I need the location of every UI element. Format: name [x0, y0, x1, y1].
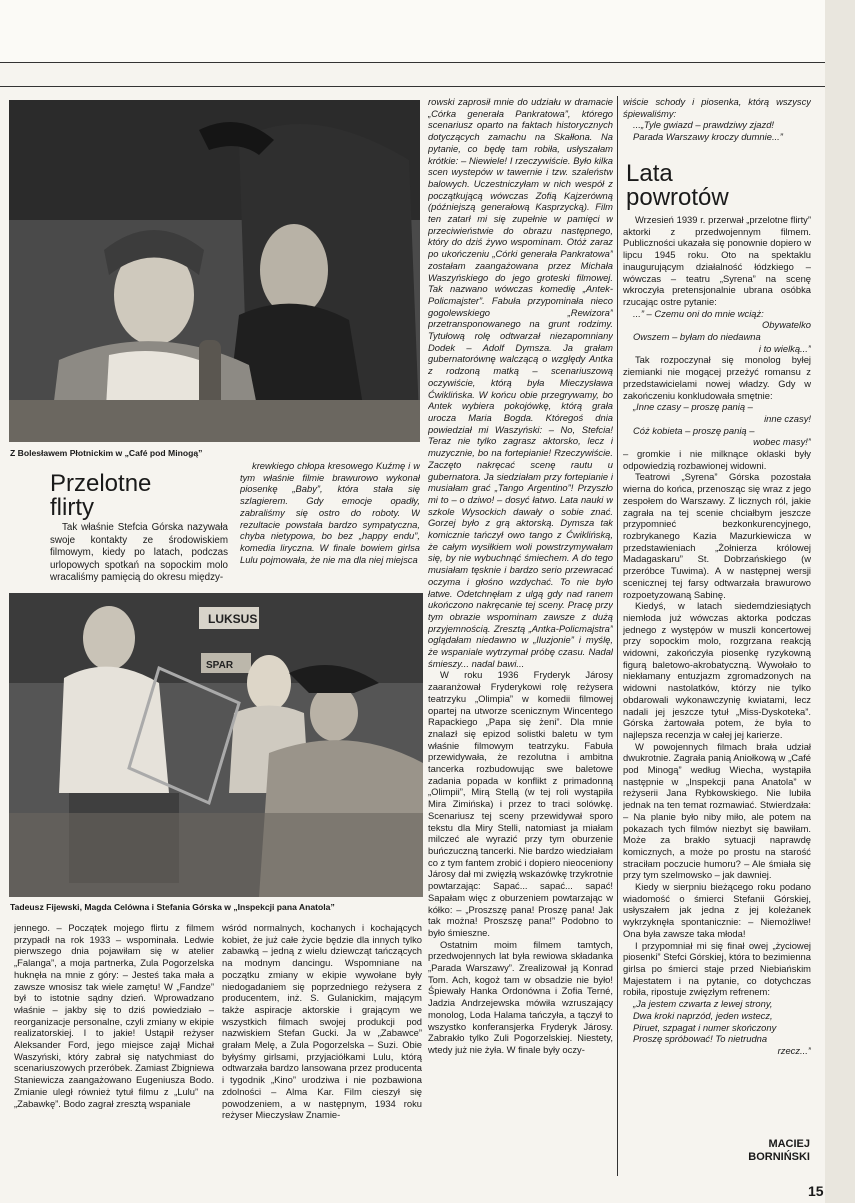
column-rule-1 [617, 96, 618, 1176]
col-far-p7: Kiedy w sierpniu bieżącego roku podano wiadomość o śmierci Stefanii Górskiej, usłyszałem jak jedna z jej koleżanek wykrzyknęła spontanicznie: – Niemożliwe! Ona była zawsze taka młoda! [623, 881, 811, 939]
verse2-line4: i to wielką...” [758, 342, 811, 354]
page-edge [825, 0, 855, 1203]
verse3-line3: Cóż kobieta – proszę panią – [633, 424, 755, 436]
author-first-name: MACIEJ [768, 1138, 810, 1150]
section1-lead-text: Tak właśnie Stefcia Górska nazywała swoje kontakty ze środowiskiem filmowym, kiedy po latach, podczas urlopowych spotkań na sopockim molo wracaliśmy pamięcią do okresu między- [50, 522, 228, 584]
verse3-line4: wobec masy!” [753, 436, 811, 448]
col-far-p6: W powojennych filmach brała udział dwukrotnie. Zagrała panią Aniołkową w „Café pod Minogą” według Wiecha, wystąpiła następnie w „Inspekcji pana Anatola” w reżyserii Jana Rybkowskiego. Nie lubiła jednak na ten temat rozmawiać. Stwierdzała: – Na planie było niby miło, ale potem na pokazach tych filmów niezbyt się bawiłam. Może za brakło sytuacji naprawdę komicznych, a może po prostu na starość straciłam poczucie humoru? – Ale śmiała się przy tym szelmowsko – jak dawniej. [623, 740, 811, 881]
col-far-p1: Wrzesień 1939 r. przerwał „przelotne flirty” aktorki z przedwojennym filmem. Publiczności ukazała się ponownie dopiero w lipcu 1945 roku. Oto na spektaklu inaugurującym działalność łódzkiego – wówczas – teatru „Syrena” na scenę wkroczyła pretensjonalnie ubrana osóbka rzucając ostre pytanie: [623, 214, 811, 307]
bottom-col-2-text: wśród normalnych, kochanych i kochających kobiet, że już całe życie będzie dla innych tylko zabawką – jedną z wielu dziewcząt tańczących na modnym dancingu. Wspomniane na początku zmiany w ekipie wywołane były niedogadaniem się poprzedniego reżysera z producentem, inż. S. Gulanickim, mającym także aspiracje aktorskie i grającym we wszystkich filmach swojej produkcji pod nazwiskiem Stefan Gucki. Ja w „Zabawce” grałam Melę, a Zula Pogorzelska – Suzi. Obie byłyśmy girlsami, przyjaciółkami Lulu, którą odtwarzała bardzo lansowana przez producenta i tygodnik „Kino” urodziwa i nie pozbawiona zdolności – Alma Kar. Film cieszył się powodzeniem, a w następnym, 1934 roku reżyser Mieczysław Znamie- [222, 922, 422, 1121]
photo2-sign-luksus: LUKSUS [208, 612, 258, 626]
bottom-col-1 [14, 922, 214, 1174]
photo1-caption: Z Bolesławem Płotnickim w „Café pod Minogą” [10, 448, 203, 458]
header-rule [0, 86, 826, 87]
verse4-line1: „Ja jestem czwarta z lewej strony, [633, 998, 773, 1010]
verse2-line2: Obywatelko [762, 319, 811, 331]
col-far-p2: Tak rozpoczynał się monolog byłej ziemianki nie mogącej przeżyć romansu z przedstawicielami nowej władzy. Gdy w zakończeniu konkludowała smętnie: [623, 354, 811, 401]
verse1-line1: ...„Tyle gwiazd – prawdziwy zjazd! [633, 119, 775, 131]
photo2-sign-spar: SPAR [206, 660, 234, 671]
col-far-top-text: wiście schody i piosenka, którą wszyscy śpiewaliśmy: [623, 96, 811, 119]
col-far-right-top [623, 96, 811, 152]
verse1-line2: Parada Warszawy kroczy dumnie...” [633, 131, 783, 143]
col-far-p5: Kiedyś, w latach siedemdziesiątych niemłoda już wówczas aktorka podczas jednego z występów w muszli koncertowej przy sopockim molo, rozgrzana reakcją widowni, zakończyła piosenkę ryzykowną figurą baletowo-akrobatyczną. Wywołało to niekłamany entuzjazm zgromadzonych na widowni nastolatków, którzy nie tylko obdarowali wykonawczynię kwiatami, lecz nadali jej jeszcze tytuł „Miss-Dyskoteka”. Górska żartowała potem, że była to najlepsza recenzja w całej jej karierze. [623, 600, 811, 740]
col-far-p4: Teatrowi „Syrena” Górska pozostała wierna do końca, przenosząc się wraz z jego zespołem do Warszawy. Z licznych ról, jakie zagrała na tej scenie chciałbym jeszcze przypomnieć bezkonkurencyjnego, rozbrykanego Kazia Mazurkiewicza w przedstawieniach „Żołnierza królowej Madagaskaru” St. Dobrzańskiego (w przeróbce Tuwima). A w następnej wersji scenicznej tej farsy odtwarzała brawurowo rozpoetyzowaną Sabinę. [623, 471, 811, 600]
col-far-right [623, 214, 811, 1134]
section2-title [626, 162, 729, 210]
section1-title-line1: Przelotne [50, 470, 152, 497]
photo-inspekcja-pana-anatola [9, 593, 423, 897]
page-number: 15 [808, 1183, 824, 1199]
col-far-p3: – gromkie i nie milknące oklaski były odpowiedzią rozbawionej widowni. [623, 448, 811, 471]
photo2-caption: Tadeusz Fijewski, Magda Celówna i Stefania Górska w „Inspekcji pana Anatola” [10, 902, 335, 912]
section1-title-line2: flirty [50, 494, 94, 521]
bottom-col-2 [222, 922, 422, 1174]
section2-title-line1: Lata [626, 160, 673, 187]
author-byline [700, 1138, 810, 1164]
section2-title-line2: powrotów [626, 184, 729, 211]
verse4-line5: rzecz...” [777, 1044, 811, 1056]
photo-cafe-pod-minoga [9, 100, 420, 442]
col-far-p8: I przypomniał mi się finał owej „życiowej piosenki” Stefci Górskiej, która to bezimienna girlsa po śmierci staje przed Niebiańskim Majestatem i na pytanie, co dotychczas robiła, ripostuje zwięzłym refrenem: [623, 939, 811, 998]
col-right-para2-text: W roku 1936 Fryderyk Járosy zaaranżował Fryderykowi rolę reżysera teatrzyku „Olimpia” w komedii filmowej opartej na utworze scenicznym Wincentego Rapackiego „Papa się żeni”. Dla mnie znalazł się epizod solistki baletu w tym właśnie filmowym teatrzyku. Fabuła przewidywała, że rezolutna i ambitna tancerka rozbudowując swe baletowe zadania popada w konflikt z primadonną „Olimpii”, Mirą Stellą (w tej roli wystąpiła Mira Zimińska) i przez to traci solówkę. Scenariusz tej sceny przewidywał sporo tekstu dla Miry Stelli, natomiast ja miałam milczeć ale wyrazić przy tym oburzenie buńczuczną tancerki. Nie bardzo wiedziałam co z tym fantem zrobić i dopiero nieoceniony Járosy dał mi zwięzłą wskazówkę trzykrotnie powtarzając: Sapać... sapać... sapać! Sapałam więc z oburzeniem powtarzając w kółko: – „Proszszę pana! Proszę pana! Jak tak można! Proszszę pana!” Podobno to było śmieszne. [428, 669, 613, 938]
col-right-para3-text: Ostatnim moim filmem tamtych, przedwojennych lat była rewiowa składanka „Parada Warszawy”. Zrealizował ją Konrad Tom. Ach, kogoż tam w obsadzie nie było! Śpiewały Hanka Ordonówna i Zofia Terné, Jadzia Andrzejewska mówiła wzruszający monolog, Loda Halama tańczyła, a tączył to wszystko konferansjerka Fryderyk Járosy. Zabrakło tylko Zuli Pogorzelskiej. Niestety, wtedy już nie żyła. W finale były oczy- [428, 938, 613, 1055]
verse4-line3: Piruet, szpagat i numer skończony [633, 1021, 777, 1033]
verse2-line1: ...” – Czemu oni do mnie wciąż: [633, 307, 764, 319]
verse3-line2: inne czasy! [764, 412, 811, 424]
author-last-name: BORNIŃSKI [748, 1151, 810, 1163]
page-top-band [0, 0, 855, 63]
bottom-col-1-text: jennego. – Początek mojego flirtu z filmem przypadł na rok 1933 – wspominała. Ledwie pierwszego dnia pojawiłam się w atelier „Falanga”, a moja partnerka, Zula Pogorzelska huknęła na mnie z góry: – Jesteś taka mała a zawsze wnosisz tak wiele zamętu! W „Fandze” był to istotnie sądny dzień. Wprowadzano właśnie – jakby się to dziś powiedziało – reorganizacje personalne, czyli zmiany w ekipie realizatorskiej. I to jakie! Ustąpił reżyser Aleksander Ford, jego miejsce zajął Michał Waszyński, który zabrał się natychmiast do scenariuszowych przeróbek. Zamiast Zbigniewa Staniewicza zaangażowano Eugeniusza Bodo. Zmianie uległ również tytuł filmu z „Lulu” na „Zabawkę”. Bodo zagrał zresztą wspaniale [14, 922, 214, 1109]
col-mid-short-text: krewkiego chłopa kresowego Kuźmę i w tym właśnie filmie brawurowo wykonał piosenkę „Baby”, która stała się szlagierem. Gdy emocje opadły, zabraliśmy się ostro do roboty. W rezultacie powstała bardzo sympatyczna, chyba nietypowa, bo bez „happy endu”, komedia liryczna. W finale bowiem girlsa Lulu pojmowała, że nie ma dla niej miejsca [240, 460, 420, 565]
verse4-line2: Dwa kroki naprzód, jeden wstecz, [633, 1009, 773, 1021]
col-mid-short [240, 460, 420, 588]
verse3-line1: „Inne czasy – proszę panią – [633, 401, 753, 413]
section1-lead [50, 522, 228, 588]
verse4-line4: Proszę spróbować! To nietrudna [633, 1033, 768, 1045]
col-right [428, 96, 613, 1176]
col-right-top-text: rowski zaprosił mnie do udziału w dramacie „Córka generała Pankratowa”, którego scenariusz oparto na faktach historycznych dotyczących zamachu na Skałłona. Na pytanie, co będę tam robiła, usłyszałam krótkie: – Niewiele! I rzeczywiście. Było kilka scen wystepów w tawernie i tzw. szaleństw balowych. Uczestniczyłam w nich wespół z początkującą wówczas Zofią Kajzerówną (późniejszą generałową Kasprzycką). Film ten zatarł mi się zupełnie w pamięci w przeciwieństwie do obrazu następnego, który do dziś żywo wspominam. Otóż zaraz po ukończeniu „Córki generała Pankratowa” zostałam zaangażowana przez Michała Waszyńskiego do jego groteski filmowej. Tak nazwano wówczas komedię „Antek-Policmajster”. Fabuła przypominała nieco gogolewskiego „Rewizora” przetransponowanego na grunt rodzimy. Tytułową rolę odtwarzał niezapomniany Dodek – Adolf Dymsza. Ja grałam gubernatorównę walczącą o względy Antka z rodzoną matką – scenariuszową oczywiście, którą była Mieczysława Ćwiklińska. W końcu obie przegrywamy, bo Antek wybiera pokojówkę, którą grała urocza Maria Bogda. Któregoś dnia powiedział mi Waszyński: – No, Stefcia! Teraz nie tylko zagrasz aktorsko, lecz i muzycznie, bo na fortepianie! Rzeczywiście. Zaczęto nakręcać scenę rautu u gubernatora. Ja siedziałam przy fortepianie i musiałam grać „Tango Argentino”! Przyszło mi to – o dziwo! – dosyć łatwo. Lata nauki w szkole Wysockich dawały o sobie znać. Gorzej było z grą aktorską. Dymsza tak komicznie tańczył owo tango z Ćwiklińską, że całym wysiłkiem woli powstrzymywałam się, by nie wybuchnąć śmiechem. A do tego musiałam tęsknie i bardzo serio przewracać oczyma i głośno wzdychać. To nie było łatwe. Odetchnęłam z ulgą gdy nad ranem ukończono nakręcanie tej sceny. Pracę przy tym obrazie wspominam zawsze z dużą przyjemnością. Zresztą „Antka-Policmajstra” oglądałam niedawno w „Iluzjonie” i myślę, że wspaniale wytrzymał próbę czasu. Nadal śmieszy... nadal bawi... [428, 96, 613, 669]
verse2-line3: Owszem – byłam do niedawna [633, 331, 761, 343]
section1-title [50, 472, 151, 520]
